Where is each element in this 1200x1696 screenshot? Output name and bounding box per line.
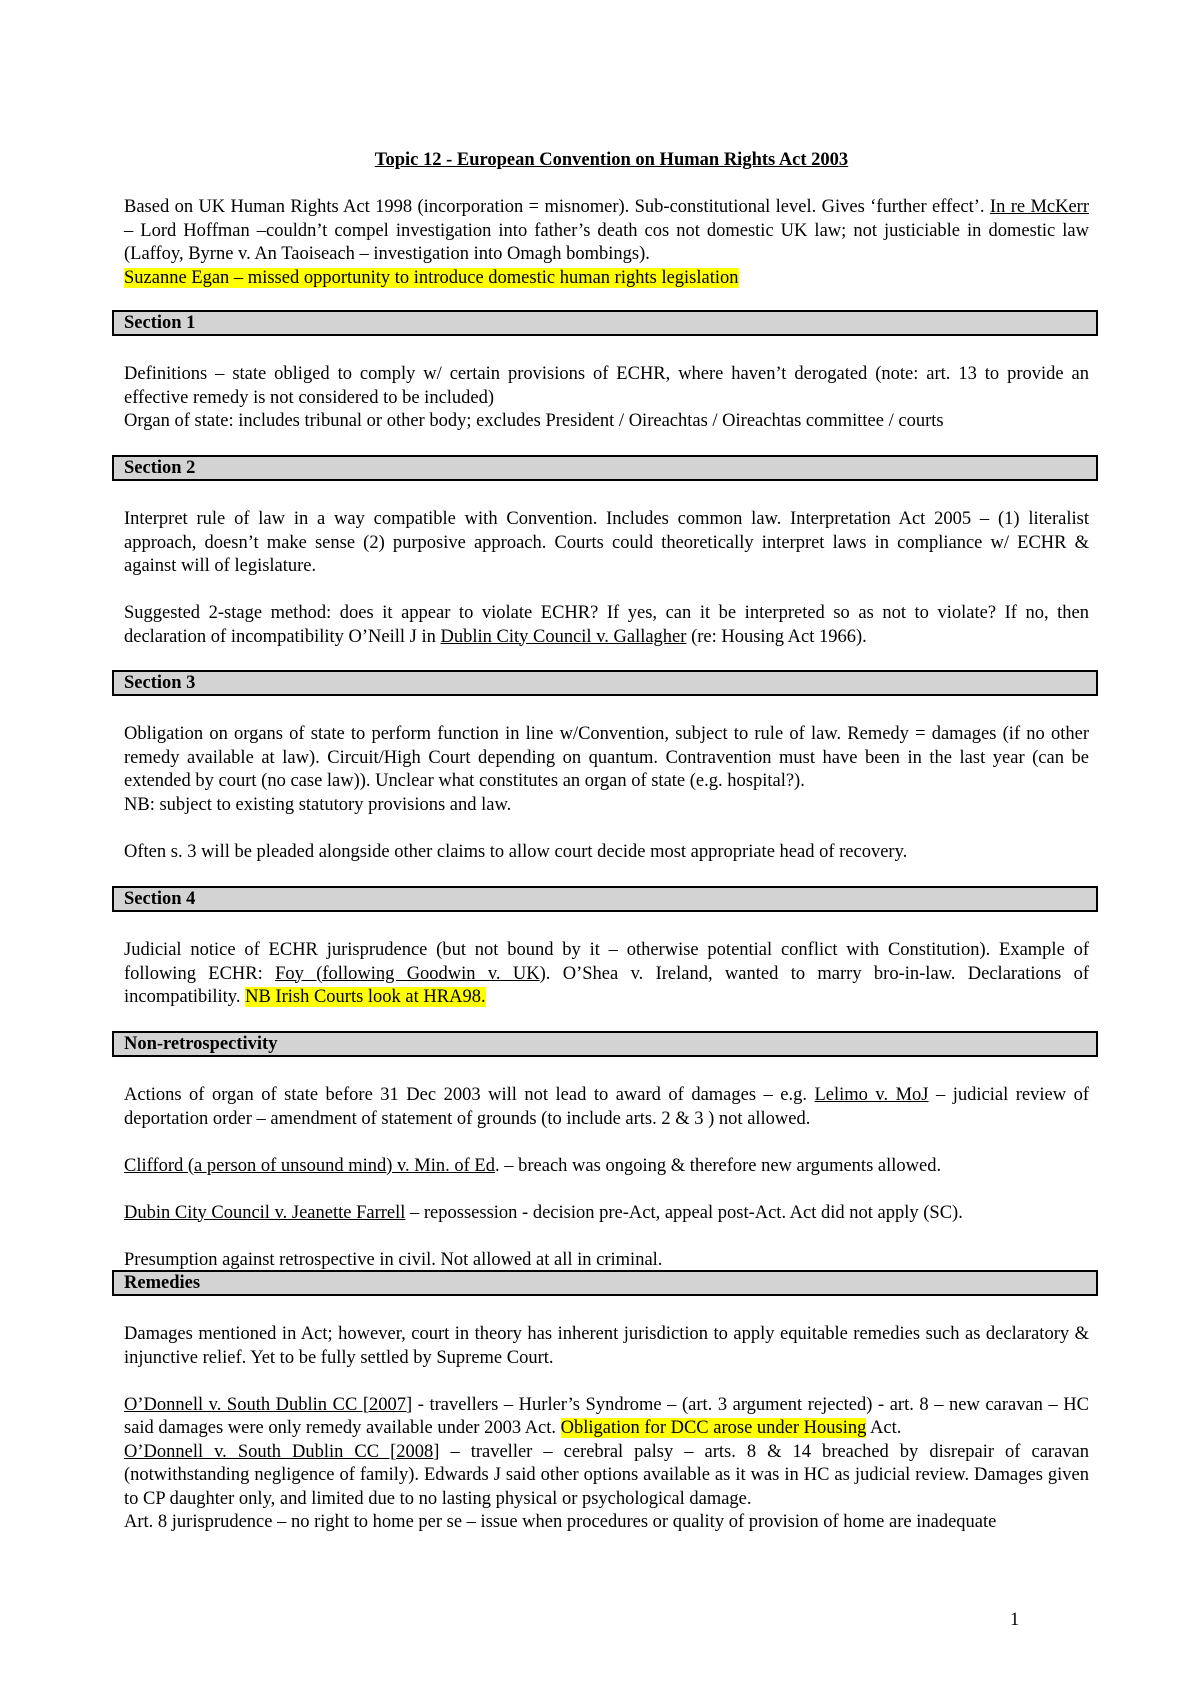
section-2-p1: Interpret rule of law in a way compatible with Convention. Includes common law. Interpretation Act 2005 – (1) literalist approach, doesn’t make sense (2) purposive approach. Courts could theoretically interpret laws in compliance w/ ECHR & against will of legislature. <box>124 509 1089 576</box>
remedies-heading: Remedies <box>112 1270 1098 1296</box>
nonretro-p4: Presumption against retrospective in civil. Not allowed at all in criminal. <box>124 1249 663 1270</box>
case-goodwin: Goodwin v. UK <box>406 963 540 984</box>
section-2-heading: Section 2 <box>112 455 1098 481</box>
section-1-p1: Definitions – state obliged to comply w/ certain provisions of ECHR, where haven’t derogated (note: art. 13 to provide an effective remedy is not considered to be included) <box>124 364 1089 408</box>
page-number: 1 <box>1010 1610 1020 1630</box>
section-2-p2-text: Suggested 2-stage method: does it appear to violate ECHR? If yes, can it be interpreted so as not to violate? If no, then declaration of incompatibility O’Neill J in <box>124 603 1089 647</box>
section-3-body <box>124 723 1089 864</box>
intro-text-2: – Lord Hoffman –couldn’t compel investigation into father’s death cos not domestic UK law; not justiciable in domestic law (Laffoy, Byrne v. An Taoiseach – investigation into Omagh bombings). <box>124 220 1089 264</box>
section-1-p2: Organ of state: includes tribunal or other body; excludes President / Oireachtas / Oireachtas committee / courts <box>124 411 944 431</box>
case-lelimo: Lelimo v. MoJ <box>814 1085 929 1105</box>
section-3-p2: NB: subject to existing statutory provisions and law. <box>124 794 512 815</box>
intro-highlight-paragraph <box>124 267 1089 291</box>
nonretro-p3-text: – repossession - decision pre-Act, appeal post-Act. Act did not apply (SC). <box>405 1202 963 1223</box>
remedies-p3-text: – traveller – cerebral palsy – arts. 8 & 14 breached by disrepair of caravan (notwithstanding negligence of family). Edwards J said other options available as it was in HC as judicial review. Damages given to CP daughter only, and limited due to no lasting physical or psychological damage. <box>124 1441 1089 1509</box>
section-1-body <box>124 363 1089 434</box>
case-farrell: Dubin City Council v. Jeanette Farrell <box>124 1202 406 1223</box>
intro-highlight: Suzanne Egan – missed opportunity to introduce domestic human rights legislation <box>124 267 739 288</box>
page-title: Topic 12 - European Convention on Human Rights Act 2003 <box>374 150 849 170</box>
nonretro-p1-end: – judicial review of deportation order – amendment of statement of grounds (to include arts. 2 & 3 ) not allowed. <box>124 1085 1089 1129</box>
section-4-text-2: ). O’Shea v. Ireland, wanted to marry bro-in-law. Declarations of incompatibility. <box>124 963 1090 1007</box>
nonretro-p2 <box>124 1155 1089 1179</box>
nonretro-p1-text: Actions of organ of state before 31 Dec 2003 will not lead to award of damages – e.g. <box>124 1085 815 1105</box>
remedies-p2-end: Act. <box>866 1418 902 1438</box>
section-3-p3: Often s. 3 will be pleaded alongside other claims to allow court decide most appropriate head of recovery. <box>124 841 908 862</box>
case-foy: Foy (following <box>275 963 407 984</box>
remedies-p3 <box>124 1441 1089 1512</box>
intro-block <box>124 196 1089 290</box>
intro-paragraph <box>124 196 1089 267</box>
non-retrospectivity-body <box>124 1084 1089 1272</box>
section-1-heading: Section 1 <box>112 310 1098 336</box>
nonretro-p3 <box>124 1202 1089 1226</box>
case-gallagher: Dublin City Council v. Gallagher <box>440 626 687 647</box>
case-clifford: Clifford (a person of unsound mind) v. Min. of Ed <box>124 1155 495 1176</box>
section-3-p1: Obligation on organs of state to perform function in line w/Convention, subject to rule of law. Remedy = damages (if no other remedy available at law). Circuit/High Court depending on quantum. Contravention must have been in the last year (can be extended by court (no case law)). Unclear what constitutes an organ of state (e.g. hospital?). <box>124 724 1089 791</box>
remedies-highlight: Obligation for DCC arose under Housing <box>560 1418 867 1438</box>
section-4-p1 <box>124 939 1089 1010</box>
remedies-p4: Art. 8 jurisprudence – no right to home per se – issue when procedures or quality of provision of home are inadequate <box>124 1512 997 1532</box>
remedies-body <box>124 1323 1089 1535</box>
intro-text: Based on UK Human Rights Act 1998 (incorporation = misnomer). Sub-constitutional level. Gives ‘further effect’. <box>124 197 990 217</box>
remedies-p1: Damages mentioned in Act; however, court in theory has inherent jurisdiction to apply equitable remedies such as declaratory & injunctive relief. Yet to be fully settled by Supreme Court. <box>124 1324 1089 1368</box>
section-2-p2-end: (re: Housing Act 1966). <box>686 626 867 647</box>
section-4-heading: Section 4 <box>112 886 1098 912</box>
remedies-p2 <box>124 1394 1089 1441</box>
section-4-highlight: NB Irish Courts look at HRA98. <box>245 987 486 1007</box>
section-4-text: Judicial notice of ECHR jurisprudence (but not bound by it – otherwise potential conflict with Constitution). Example of following ECHR: <box>124 940 1089 984</box>
section-2-body <box>124 508 1089 649</box>
section-2-p2 <box>124 602 1089 649</box>
case-mckerr: In re McKerr <box>989 197 1089 217</box>
section-4-body <box>124 939 1089 1010</box>
nonretro-p2-text: . – breach was ongoing & therefore new arguments allowed. <box>495 1155 942 1176</box>
section-3-heading: Section 3 <box>112 670 1098 696</box>
non-retrospectivity-heading: Non-retrospectivity <box>112 1031 1098 1057</box>
remedies-p2-text: - travellers – Hurler’s Syndrome – (art. 3 argument rejected) - art. 8 – new caravan – HC said damages were only remedy available under 2003 Act. <box>124 1394 1089 1438</box>
case-odonnell-2008: O’Donnell v. South Dublin CC [2008] <box>124 1441 440 1462</box>
nonretro-p1 <box>124 1084 1089 1131</box>
case-odonnell-2007: O’Donnell v. South Dublin CC [2007] <box>124 1394 413 1415</box>
